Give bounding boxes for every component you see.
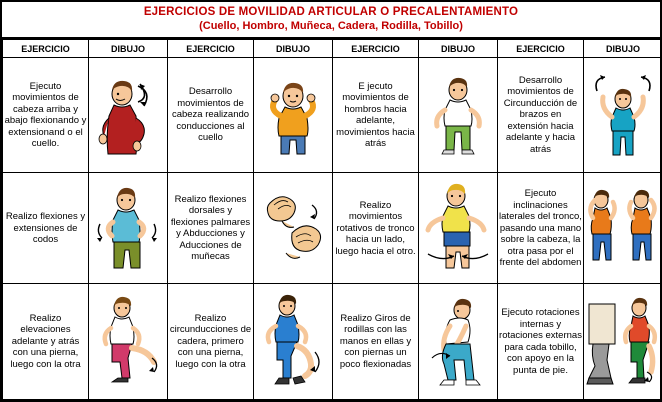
neck-rotation-figure	[255, 59, 331, 171]
exercise-illustration	[89, 58, 168, 173]
exercise-illustration	[419, 173, 498, 284]
exercise-illustration	[254, 173, 333, 284]
column-header-ejercicio-2: EJERCICIO	[168, 40, 254, 58]
hip-circumduction-figure	[255, 285, 331, 398]
lateral-trunk-bend-figure	[585, 174, 661, 282]
exercise-description: Ejecuto movimientos de cabeza arriba y abajo flexionando y extensionand o el cuello.	[3, 58, 89, 173]
column-header-ejercicio-4: EJERCICIO	[498, 40, 584, 58]
title-main: EJERCICIOS DE MOVILIDAD ARTICULAR O PRECALENTAMIENTO	[143, 6, 519, 18]
table-row	[3, 173, 662, 284]
exercise-illustration	[89, 284, 168, 400]
neck-flexion-extension-figure	[90, 59, 166, 171]
exercise-table	[2, 39, 662, 400]
column-header-dibujo-2: DIBUJO	[254, 40, 333, 58]
exercise-illustration	[254, 58, 333, 173]
column-header-dibujo-1: DIBUJO	[89, 40, 168, 58]
exercise-illustration	[584, 284, 662, 400]
exercise-illustration	[419, 58, 498, 173]
trunk-rotation-figure	[420, 174, 496, 282]
title-subtitle: (Cuello, Hombro, Muñeca, Cadera, Rodilla, Tobillo)	[199, 20, 463, 32]
exercise-illustration	[584, 173, 662, 284]
wrist-hands-figure	[255, 174, 331, 282]
exercise-description: Desarrollo movimientos de cabeza realizando conducciones al cuello	[168, 58, 254, 173]
exercise-illustration	[89, 173, 168, 284]
exercise-description: Realizo elevaciones adelante y atrás con una pierna, luego con la otra	[3, 284, 89, 400]
document-title	[2, 2, 660, 39]
leg-raise-figure	[90, 285, 166, 398]
column-header-ejercicio-1: EJERCICIO	[3, 40, 89, 58]
exercise-illustration	[584, 58, 662, 173]
exercise-description: Ejecuto rotaciones internas y rotaciones externas para cada tobillo, con apoyo en la punta de pie.	[498, 284, 584, 400]
table-header-row	[3, 40, 662, 58]
exercise-description: Ejecuto inclinaciones laterales del tronco, pasando una mano sobre la cabeza, la otra pasa por el frente del abdomen	[498, 173, 584, 284]
column-header-ejercicio-3: EJERCICIO	[333, 40, 419, 58]
column-header-dibujo-4: DIBUJO	[584, 40, 662, 58]
elbow-flexion-figure	[90, 174, 166, 282]
exercise-description: Realizo circunducciones de cadera, primero con una pierna, luego con la otra	[168, 284, 254, 400]
exercise-description: Realizo flexiones dorsales y flexiones palmares y Abducciones y Aducciones de muñecas	[168, 173, 254, 284]
exercise-illustration	[419, 284, 498, 400]
knee-rotation-figure	[420, 285, 496, 398]
exercise-description: Realizo Giros de rodillas con las manos en ellas y con piernas un poco flexionadas	[333, 284, 419, 400]
column-header-dibujo-3: DIBUJO	[419, 40, 498, 58]
table-row	[3, 58, 662, 173]
table-row	[3, 284, 662, 400]
arm-circumduction-figure	[585, 59, 661, 171]
ankle-rotation-figure	[585, 285, 661, 398]
exercise-description: Desarrollo movimientos de Circunducción de brazos en extensión hacia adelante y hacia atrás	[498, 58, 584, 173]
exercise-illustration	[254, 284, 333, 400]
exercise-description: Realizo movimientos rotativos de tronco hacia un lado, luego hacia el otro.	[333, 173, 419, 284]
exercise-description: E jecuto movimientos de hombros hacia adelante, movimientos hacia atrás	[333, 58, 419, 173]
shoulder-circles-figure	[420, 59, 496, 171]
exercise-description: Realizo flexiones y extensiones de codos	[3, 173, 89, 284]
